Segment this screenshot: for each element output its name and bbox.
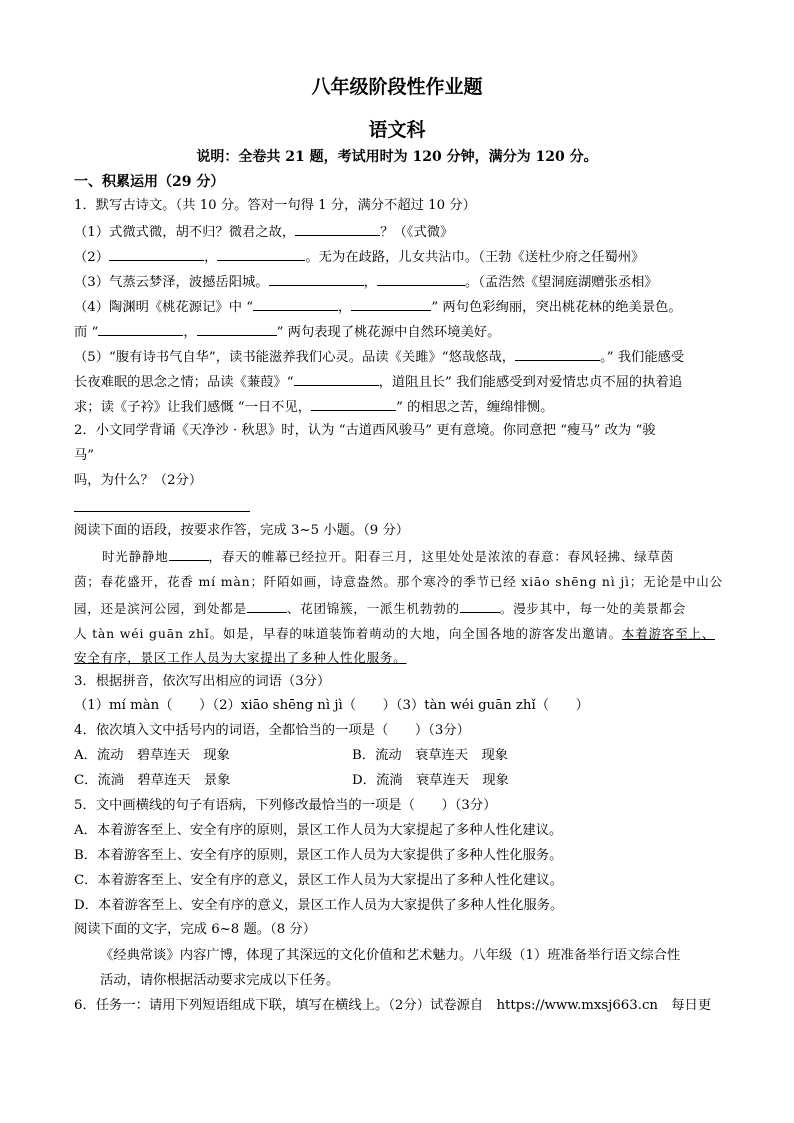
q5-option-c[interactable]: C．本着游客至上、安全有序的意义，景区工作人员为大家提出了多种人性化建议。 <box>74 873 563 888</box>
q1-item-4-cont <box>74 321 724 343</box>
q1-5-text-b: 。” 我们能感受 <box>600 350 685 365</box>
q1-3-text-b: ， <box>363 275 377 290</box>
q1-5-text-f: ” 的相思之苦，缠绵悱恻。 <box>396 400 554 415</box>
q1-item-5 <box>74 346 724 368</box>
q1-2-text-b: ， <box>204 250 218 265</box>
q1-3-text-a: （3）气蒸云梦泽，波撼岳阳城。 <box>74 275 269 290</box>
q2-answer-line[interactable] <box>74 511 250 512</box>
reading1-line-4 <box>74 624 724 644</box>
q4-stem: 4．依次填入文中括号内的词语，全都恰当的一项是（ ）（3分） <box>74 723 470 738</box>
answer-blank[interactable] <box>109 246 204 261</box>
answer-blank[interactable] <box>295 221 380 236</box>
answer-blank[interactable] <box>460 598 500 613</box>
q1-4-text-f: ” 两句表现了桃花源中自然环境美好。 <box>276 325 501 340</box>
answer-blank[interactable] <box>311 396 396 411</box>
q1-5-text-a: （5）“腹有诗书气自华”，读书能滋养我们心灵。品读《关雎》“悠哉悠哉， <box>74 350 516 365</box>
q1-2-text-c: 。无为在歧路，儿女共沾巾。（王勃《送杜少府之任蜀州》 <box>305 250 645 265</box>
q5-option-d[interactable]: D．本着游客至上、安全有序的意义，景区工作人员为大家提供了多种人性化服务。 <box>74 898 564 913</box>
q4-option-c[interactable]: C．流淌 碧草连天 景象 <box>74 773 231 788</box>
q4-option-a[interactable]: A．流动 碧草连天 现象 <box>74 748 230 763</box>
q5-option-b[interactable]: B．本着游客至上、安全有序的原则，景区工作人员为大家提供了多种人性化服务。 <box>74 848 563 863</box>
answer-blank[interactable] <box>253 296 338 311</box>
subject-title: 语文科 <box>368 119 426 141</box>
exam-title: 八年级阶段性作业题 <box>311 76 483 98</box>
r1-text-c: 园，还是滨河公园，到处都是 <box>74 601 247 616</box>
underlined-sentence: 本着游客至上、 <box>621 626 716 641</box>
section-heading: 一、积累运用（29 分） <box>74 174 225 190</box>
r1-text-e: 。漫步其中，每一处的美景都会 <box>499 601 687 616</box>
q1-item-4 <box>74 296 724 318</box>
reading1-line-3 <box>74 598 724 619</box>
q2-line-1: 2．小文同学背诵《天净沙 · 秋思》时，认为 “古道西风骏马” 更有意境。你同意把 “瘦马” 改为 “骏 <box>74 423 656 438</box>
r1-text-b: ，春天的帷幕已经拉开。阳春三月，这里处处是浓浓的春意：春风轻拂、绿草茵 <box>208 549 675 564</box>
answer-blank[interactable] <box>294 371 379 386</box>
answer-blank[interactable] <box>169 546 209 561</box>
q1-4-text-e: ， <box>183 325 197 340</box>
reading1-line-5: 安全有序，景区工作人员为大家提出了多种人性化服务。 <box>74 650 407 665</box>
q1-item-5-cont2 <box>74 396 724 418</box>
answer-blank[interactable] <box>98 321 183 336</box>
q4-option-b[interactable]: B．流动 衰草连天 现象 <box>352 748 509 763</box>
q3-items: （1）mí màn（ ）（2）xiāo shēng nì jì（ ）（3）tàn wéi guān zhǐ（ ） <box>74 698 589 713</box>
reading2-line-2: 活动，请你根据活动要求完成以下任务。 <box>100 973 340 988</box>
q1-5-text-d: ，道阻且长” 我们能感受到对爱情忠贞不屈的执着追 <box>378 375 683 390</box>
q6-stem: 6．任务一：请用下列短语组成下联，填写在横线上。（2分）试卷源自 https://www.mxsj663.cn 每日更 <box>74 998 712 1013</box>
q1-4-text-c: ” 两句色彩绚丽，突出桃花林的绝美景色。 <box>431 300 682 315</box>
q1-4-text-d: 而 “ <box>74 325 99 340</box>
q1-3-text-c: 。（孟浩然《望洞庭湖赠张丞相》 <box>464 275 658 290</box>
reading1-line-1 <box>102 546 722 567</box>
q2-line-3: 吗，为什么？（2分） <box>74 473 203 488</box>
r1-text-d: 、花团锦簇，一派生机勃勃的 <box>286 601 460 616</box>
exam-note: 说明：全卷共 21 题，考试用时为 120 分钟，满分为 120 分。 <box>196 149 598 165</box>
answer-blank[interactable] <box>515 346 600 361</box>
answer-blank[interactable] <box>351 296 431 311</box>
reading1-intro: 阅读下面的语段，按要求作答，完成 3~5 小题。（9 分） <box>74 523 410 538</box>
q1-1-text-a: （1）式微式微，胡不归？微君之故， <box>74 225 296 240</box>
q1-5-text-c: 长夜难眠的思念之情；品读《蒹葭》“ <box>74 375 294 390</box>
q1-5-text-e: 求；读《子衿》让我们感慨 “一日不见， <box>74 400 312 415</box>
answer-blank[interactable] <box>247 598 287 613</box>
q1-1-text-b: ？（《式微》 <box>380 225 454 240</box>
q1-item-2 <box>74 246 724 268</box>
q2-line-2: 马” <box>74 448 95 463</box>
answer-blank[interactable] <box>197 321 277 336</box>
answer-blank[interactable] <box>269 271 364 286</box>
q1-item-3 <box>74 271 724 293</box>
q1-stem: 1．默写古诗文。（共 10 分。答对一句得 1 分，满分不超过 10 分） <box>74 198 476 213</box>
q1-2-text-a: （2） <box>74 250 110 265</box>
q5-stem: 5．文中画横线的句子有语病，下列修改最恰当的一项是（ ）（3分） <box>74 798 497 813</box>
r1-text-a: 时光静静地 <box>102 549 169 564</box>
reading1-line-2: 茵；春花盛开，花香 mí màn；阡陌如画，诗意盎然。那个寒冷的季节已经 xiāo shēng nì jì；无论是中山公 <box>74 574 723 589</box>
q1-item-5-cont1 <box>74 371 724 393</box>
answer-blank[interactable] <box>217 246 305 261</box>
q4-option-d[interactable]: D．流淌 衰草连天 现象 <box>352 773 509 788</box>
r1-text-f: 人 tàn wéi guān zhǐ。如是，早春的味道装饰着萌动的大地，向全国各地的游客发出邀请。 <box>74 626 622 641</box>
q1-item-1 <box>74 221 724 243</box>
q1-4-text-a: （4）陶渊明《桃花源记》中 “ <box>74 300 254 315</box>
q3-stem: 3．根据拼音，依次写出相应的词语（3分） <box>74 674 331 689</box>
q1-4-text-b: ， <box>338 300 352 315</box>
reading2-intro: 阅读下面的文字，完成 6~8 题。（8 分） <box>74 922 317 937</box>
answer-blank[interactable] <box>377 271 465 286</box>
q5-option-a[interactable]: A．本着游客至上、安全有序的原则，景区工作人员为大家提起了多种人性化建议。 <box>74 823 563 838</box>
reading2-line-1: 《经典常谈》内容广博，体现了其深远的文化价值和艺术魅力。八年级（1）班准备举行语文综合性 <box>100 948 681 963</box>
